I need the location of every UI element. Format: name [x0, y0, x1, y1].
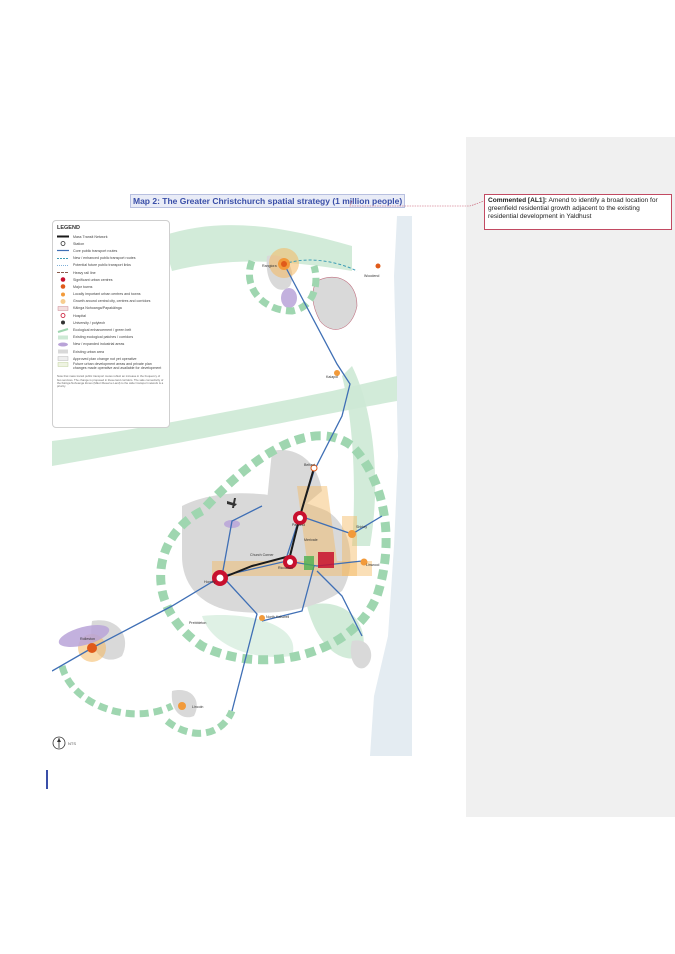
comment-balloon[interactable] — [484, 194, 672, 230]
label-rolleston: Rolleston — [80, 637, 95, 641]
label-papanui: Papanui — [292, 523, 306, 527]
label-linwood: Linwood — [366, 563, 380, 567]
label-kaiapoi: Kaiapoi — [326, 375, 338, 379]
label-belfast: Belfast — [304, 463, 315, 467]
text-cursor — [46, 770, 48, 789]
legend-item: Station — [57, 240, 165, 247]
legend-item: Heavy rail line — [73, 270, 96, 275]
legend-item: Existing ecological patches / corridors — [57, 334, 165, 341]
map-legend — [52, 220, 170, 428]
legend-item: Growth around central city, centres and corridors — [57, 298, 165, 305]
north-arrow-icon — [52, 736, 66, 750]
comment-body: Amend to identify a broad location for greenfield residential growth adjacent to the existing residential development in Yaldhust — [488, 197, 658, 220]
legend-item: University / polytech — [57, 319, 165, 326]
legend-item: Core public transport routes — [73, 248, 118, 253]
nts-label: NTS — [68, 741, 76, 746]
legend-item: Significant urban centres — [57, 276, 165, 283]
label-shirley: Shirley — [356, 525, 367, 529]
label-north-halswell: North Halswell — [266, 615, 290, 619]
label-hornby: Hornby — [204, 580, 216, 584]
label-riccarton: Riccarton — [278, 566, 294, 570]
map-caption[interactable]: Map 2: The Greater Christchurch spatial strategy (1 million people) — [130, 194, 405, 208]
legend-item: Major towns — [57, 283, 165, 290]
legend-item: Kāinga Nohoanga/Papakāinga — [57, 305, 165, 312]
central-city-marker — [318, 552, 334, 568]
legend-item: Approved plan change not yet operative — [57, 355, 165, 362]
legend-title: LEGEND — [57, 225, 80, 231]
legend-item: Mass Transit Network — [73, 234, 108, 239]
label-lincoln: Lincoln — [192, 705, 204, 709]
legend-item: New / expanded industrial areas — [57, 341, 165, 348]
label-merivale: Merivale — [304, 538, 318, 542]
label-church-corner: Church Corner — [250, 553, 274, 557]
legend-item: Potential future public transport links — [73, 263, 131, 268]
label-woodend: Woodend — [364, 274, 380, 278]
legend-note: Note that mass transit public transport routes reflect an increase in the frequency of bus services. The change is proposed in these land corridors. The safe connectivity of the Kāinga Nohoanga Zones (Māori Reserve Land) to the wider transport network is a priority. — [57, 374, 164, 389]
legend-item: Locally important urban centres and towns — [57, 291, 165, 298]
legend-item: New / enhanced public transport routes — [73, 256, 136, 261]
legend-item: Hospital — [57, 312, 165, 319]
legend-item: Future urban development areas and private plan changes made operative and available for development — [57, 362, 165, 372]
legend-item: Existing urban area — [57, 348, 165, 355]
legend-item: Ecological enhancement / green belt — [57, 326, 165, 333]
label-prebbleton: Prebbleton — [189, 621, 207, 625]
sea-area — [370, 216, 412, 756]
label-rangiora: Rangiora — [262, 264, 277, 268]
comment-pane — [466, 137, 675, 817]
comment-author: Commented [AL1]: — [488, 197, 547, 204]
